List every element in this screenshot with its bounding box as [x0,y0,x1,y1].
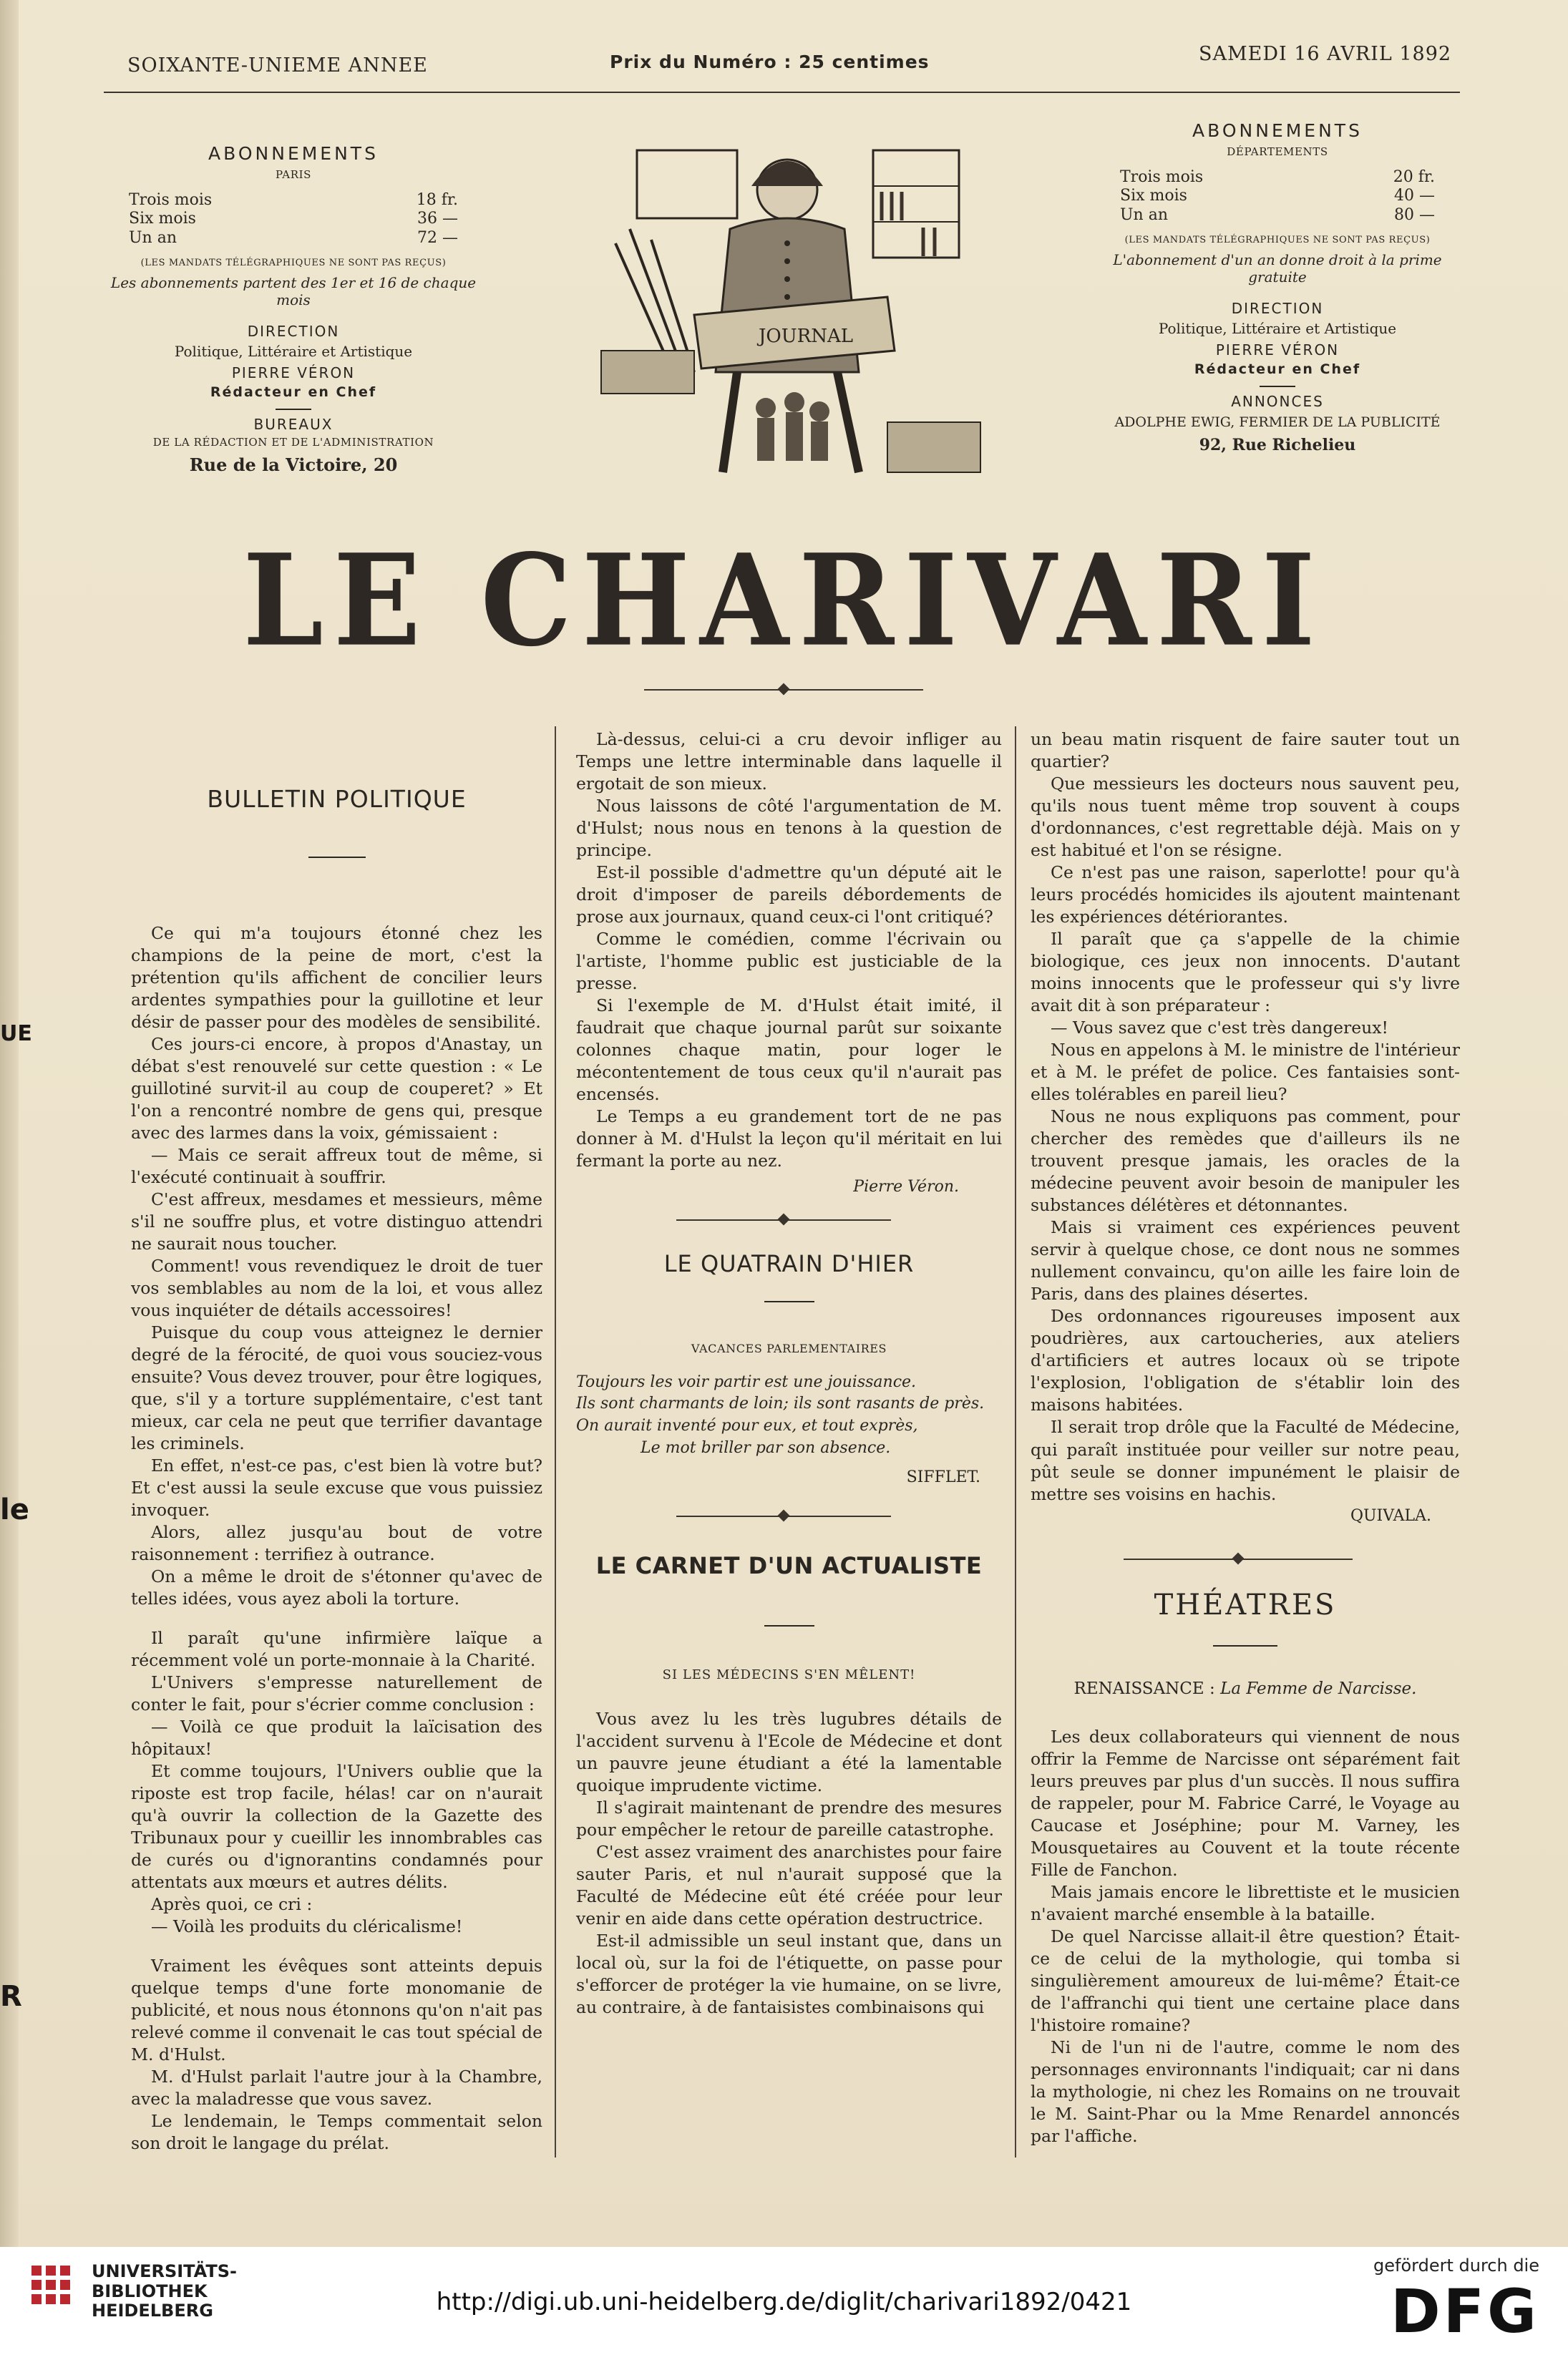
address: Rue de la Victoire, 20 [189,454,398,476]
paragraph: un beau matin risquent de faire sauter tout un quartier? [1031,729,1460,772]
adjacent-page-edge [0,0,19,2247]
paragraph: Le Temps a eu grandement tort de ne pas donner à M. d'Hulst la leçon qu'il méritait en lui fermant la porte au nez. [576,1106,1002,1171]
paragraph: De quel Narcisse allait-il être question? Était-ce de celui de la mythologie, qui tomba si singulièrement amoureux de lui-même? Était-ce de l'affranchi qui tient une certaine place dans l'histoire romaine? [1031,1926,1460,2035]
direction-sub: Politique, Littéraire et Artistique [174,343,413,361]
paragraph: Mais si vraiment ces expériences peuvent servir à quelque chose, ce dont nous ne sommes nullement convaincu, qu'on aille les faire loin de Paris, dans des plaines désertes. [1031,1217,1460,1305]
direction-title: DIRECTION [247,323,340,341]
edge-fragment: le [0,1493,29,1526]
price-row: Un an 80 — [1120,205,1435,224]
direction-title: DIRECTION [1231,300,1324,318]
masthead-title: LE CHARIVARI [243,526,1325,675]
box-note: (LES MANDATS TÉLÉGRAPHIQUES NE SONT PAS REÇUS) [1124,235,1431,246]
paragraph: Puisque du coup vous atteignez le dernier degré de la férocité, de quoi vous souciez-vous ensuite? Vous devez trouver, pour être logiques, que, s'il y a torture supplémentaire, c'est tant mieux, car cela ne peut que terrifier davantage les criminels. [131,1322,542,1453]
carnet-subtitle: SI LES MÉDECINS S'EN MÊLENT! [662,1667,916,1683]
header-year: SOIXANTE-UNIEME ANNEE [127,54,428,77]
section-title-bulletin: BULLETIN POLITIQUE [207,785,467,813]
header-rule [104,92,1460,93]
box-title: ABONNEMENTS [208,143,379,164]
price-table [1120,168,1435,225]
ornament-divider [676,1509,891,1523]
annonces-title: ANNONCES [1231,393,1324,411]
ornament-wrap [576,1488,1002,1531]
title-rule [764,1625,814,1627]
paragraph: Ces jours-ci encore, à propos d'Anastay, un débat s'est renouvelé sur cette question : « Le guillotiné survit-il au coup de couperet? » Et l'on a rencontré nombre de gens qui, presque avec des larmes dans la voix, gémissaient : [131,1033,542,1143]
title-rule [1213,1645,1277,1647]
box-italic: Les abonnements partent des 1er et 16 de chaque mois [110,274,477,309]
university-line: BIBLIOTHEK [92,2281,208,2301]
paragraph: Est-il admissible un seul instant que, dans un local où, sur la foi de l'étiquette, on passe pour s'efforcer de protéger la vie humaine, on se livre, au contraire, à de fantaisistes combinaisons qui [576,1931,1002,2018]
director-name: PIERRE VÉRON [231,364,356,382]
paragraph: C'est affreux, mesdames et messieurs, même s'il ne souffre plus, et votre distinguo attendri ne saurait nous toucher. [131,1189,542,1254]
director-role: Rédacteur en Chef [1194,361,1361,378]
paragraph: Comment! vous revendiquez le droit de tuer vos semblables au nom de la loi, et vous allez vous inquiéter de détails accessoires! [131,1255,542,1320]
ornament-divider [676,1213,891,1227]
edge-fragment: R [0,1980,22,2013]
paragraph: Les deux collaborateurs qui viennent de nous offrir la Femme de Narcisse ont séparément fait leurs preuves par plus d'un succès. Il nous suffira de rappeler, pour M. Fabrice Carré, le Voyage au Caucase et Joséphine; pour M. Varney, les Mousquetaires au Couvent et la toute récente Fille de Fanchon. [1031,1726,1460,1880]
university-line: HEIDELBERG [92,2301,213,2321]
bookshelf [873,150,959,258]
column-3 [1031,728,1460,2147]
paragraph: Il paraît que ça s'appelle de la chimie biologique, ces jeux non innocents. D'autant moins innocents que le professeur qui s'y livre avait dit à son préparateur : [1031,929,1460,1016]
poem [576,1372,1002,1460]
poem-line: On aurait inventé pour eux, et tout exprès, [576,1417,918,1435]
title-rule [764,1301,814,1302]
director-role: Rédacteur en Chef [210,384,377,401]
column-2 [576,728,1002,2019]
divider [276,409,311,410]
paragraph: — Mais ce serait affreux tout de même, si l'exécuté continuait à souffrir. [131,1144,542,1187]
paragraph: Vraiment les évêques sont atteints depuis quelque temps d'une forte monomanie de publicité, et nous nous étonnons qu'on n'ait pas relevé comme il convenait le cas tout spécial de M. d'Hulst. [131,1956,542,2065]
signature: QUIVALA. [1350,1506,1431,1525]
paragraph: Ce qui m'a toujours étonné chez les champions de la peine de mort, c'est la prétention qu'ils affichent de concilier leurs ardentes sympathies pour la guillotine et leur désir de passer pour des modèles de sensibilité. [131,922,542,1032]
section-title-carnet: LE CARNET D'UN ACTUALISTE [595,1551,983,1579]
paragraph: Ce n'est pas une raison, saperlotte! pour qu'à leurs procédés homicides ils ajoutent maintenant les expériences détériorantes. [1031,862,1460,927]
header-price: Prix du Numéro : 25 centimes [610,52,930,72]
permalink[interactable]: http://digi.ub.uni-heidelberg.de/diglit/charivari1892/0421 [436,2288,1132,2316]
paragraph: C'est assez vraiment des anarchistes pour faire sauter Paris, et nul n'aurait supposé que la Faculté de Médecine eût été créée pour leur venir en aide dans cette opération destructrice. [576,1841,1002,1929]
address: 92, Rue Richelieu [1199,436,1356,455]
university-line: UNIVERSITÄTS- [92,2261,238,2281]
column-1 [131,784,542,2155]
box-title: ABONNEMENTS [1192,120,1363,141]
section-title-theatres: THÉATRES [1154,1588,1337,1622]
paragraph: Ni de l'un ni de l'autre, comme le nom des personnages environnants l'indiquait; car ni dans la mythologie, ni chez les Romains on ne trouvait le M. Saint-Phar ou la Mme Renardel annoncés par l'affiche. [1031,2037,1460,2147]
paragraph: On a même le droit de s'étonner qu'avec de telles idées, vous ayez aboli la torture. [131,1566,542,1609]
paragraph: Mais jamais encore le librettiste et le musicien n'avaient marché ensemble à la bataille. [1031,1881,1460,1924]
paragraph: M. d'Hulst parlait l'autre jour à la Chambre, avec la maladresse que vous savez. [131,2067,542,2110]
price-row: Six mois 36 — [129,210,458,228]
paragraph: Nous laissons de côté l'argumentation de M. d'Hulst; nous nous en tenons à la question de principe. [576,796,1002,861]
price-table [129,191,458,248]
box-subtitle: DÉPARTEMENTS [1227,145,1328,158]
section-title-quatrain: LE QUATRAIN D'HIER [663,1250,915,1278]
masthead-illustration [587,136,988,494]
paragraph: Il serait trop drôle que la Faculté de Médecine, qui paraît instituée pour veiller sur notre peau, pût seule se donner impunément le plaisir de mettre ses voisins en hachis. [1031,1417,1460,1504]
signature: Pierre Véron. [853,1178,959,1196]
paragraph: L'Univers s'empresse naturellement de conter le fait, pour s'écrier comme conclusion : [131,1672,542,1715]
paragraph: Vous avez lu les très lugubres détails de l'accident survenu à l'Ecole de Médecine et dont un pauvre jeune étudiant a été la lamentable quoique imprudente victime. [576,1708,1002,1795]
paragraph: Il s'agirait maintenant de prendre des mesures pour empêcher le retour de pareille catastrophe. [576,1797,1002,1840]
paragraph: Après quoi, ce cri : [151,1894,313,1915]
journal-label: JOURNAL [759,326,854,347]
quatrain-subtitle: VACANCES PARLEMENTAIRES [691,1341,887,1355]
paragraph: Est-il possible d'admettre qu'un député ait le droit d'imposer de pareils débordements de prose aux journaux, quand ceux-ci l'ont critiqué? [576,862,1002,927]
bureaux-sub: DE LA RÉDACTION ET DE L'ADMINISTRATION [152,436,434,449]
paragraph: Que messieurs les docteurs nous sauvent peu, qu'ils nous tuent même trop souvent à coups d'ordonnances, c'est regrettable déjà. Mais on y est habitué et l'on se résigne. [1031,774,1460,861]
price-row: Six mois 40 — [1120,187,1435,205]
paragraph: Des ordonnances rigoureuses imposent aux poudrières, aux cartoucheries, aux ateliers d'artificiers et autres locaux où se tripote l'explosion, l'obligation de s'établir loin des maisons habitées. [1031,1306,1460,1415]
divider [1260,386,1295,387]
box-subtitle: PARIS [275,168,312,181]
paragraph: Et comme toujours, l'Univers oublie que la riposte est trop facile, hélas! car on n'aurait qu'à ouvrir la collection de la Gazette des Tribunaux pour y cueillir les innombrables cas de curés ou d'ignorantins condamnés pour attentats aux mœurs et autres délits. [131,1761,542,1893]
poem-line: Toujours les voir partir est une jouissance. [576,1372,917,1391]
paragraph: — Voilà ce que produit la laïcisation des hôpitaux! [131,1717,542,1760]
paragraph: — Vous savez que c'est très dangereux! [1051,1018,1388,1038]
direction-sub: Politique, Littéraire et Artistique [1158,320,1397,338]
funding-note: gefördert durch die [1373,2256,1539,2276]
price-row: Trois mois 18 fr. [129,191,458,209]
theatre-name: RENAISSANCE : [1073,1679,1221,1699]
paragraph: Le lendemain, le Temps commentait selon son droit le langage du prélat. [131,2111,542,2154]
paragraph: Nous ne nous expliquons pas comment, pour chercher des remèdes que d'ailleurs ils ne trouvent presque jamais, les oracles de la médecine peuvent avoir besoin de manipuler les substances délétères et détonnantes. [1031,1106,1460,1216]
price-row: Un an 72 — [129,228,458,247]
header-date: SAMEDI 16 AVRIL 1892 [1199,43,1452,65]
paragraph: Là-dessus, celui-ci a cru devoir infliger au Temps une lettre interminable dans laquelle il ergotait de son mieux. [576,729,1002,794]
paragraph: Si l'exemple de M. d'Hulst était imité, il faudrait que chaque journal parût sur soixante colonnes chaque matin, pour loger le mécontentement de tous ceux qu'il n'aurait pas encensés. [576,995,1002,1105]
left-subscription-box [107,143,479,475]
poem-line: Ils sont charmants de loin; ils sont rasants de près. [576,1395,985,1413]
column-rule [555,726,556,2157]
paragraph: Nous en appelons à M. le ministre de l'intérieur et à M. le préfet de police. Ces fantaisies sont-elles tolérables en pareil lieu? [1031,1040,1460,1105]
paragraph: Comme le comédien, comme l'écrivain ou l'artiste, l'homme public est justiciable de la presse. [576,929,1002,994]
picture-frame [637,150,737,218]
paragraph: En effet, n'est-ce pas, c'est bien là votre but? Et c'est aussi la seule excuse que vous puissiez invoquer. [131,1455,542,1520]
signature: SIFFLET. [906,1468,980,1486]
ornament-wrap [576,1197,1002,1240]
paragraph: — Voilà les produits du cléricalisme! [151,1916,463,1937]
box-italic: L'abonnement d'un an donne droit à la prime gratuite [1113,251,1442,286]
column-rule [1015,726,1016,2157]
bureaux-title: BUREAUX [253,416,333,434]
paragraph: Alors, allez jusqu'au bout de votre raisonnement : terrifiez à outrance. [131,1521,542,1564]
director-name: PIERRE VÉRON [1215,341,1340,359]
price-row: Trois mois 20 fr. [1120,168,1435,186]
play-title: La Femme de Narcisse. [1220,1679,1417,1699]
ornament-divider [1124,1552,1353,1566]
ornament-wrap [1031,1526,1460,1569]
theatre-line [1031,1678,1460,1700]
poem-line: Le mot briller par son absence. [641,1439,891,1458]
box-note: (LES MANDATS TÉLÉGRAPHIQUES NE SONT PAS REÇUS) [140,258,447,269]
right-subscription-box [1091,120,1464,454]
paragraph: Il paraît qu'une infirmière laïque a récemment volé un porte-monnaie à la Charité. [131,1628,542,1671]
edge-fragment: UE [0,1021,32,1046]
dfg-logo: DFG [1390,2276,1539,2346]
annonces-line: ADOLPHE EWIG, FERMIER DE LA PUBLICITÉ [1114,414,1441,431]
ornament-divider [644,683,923,697]
